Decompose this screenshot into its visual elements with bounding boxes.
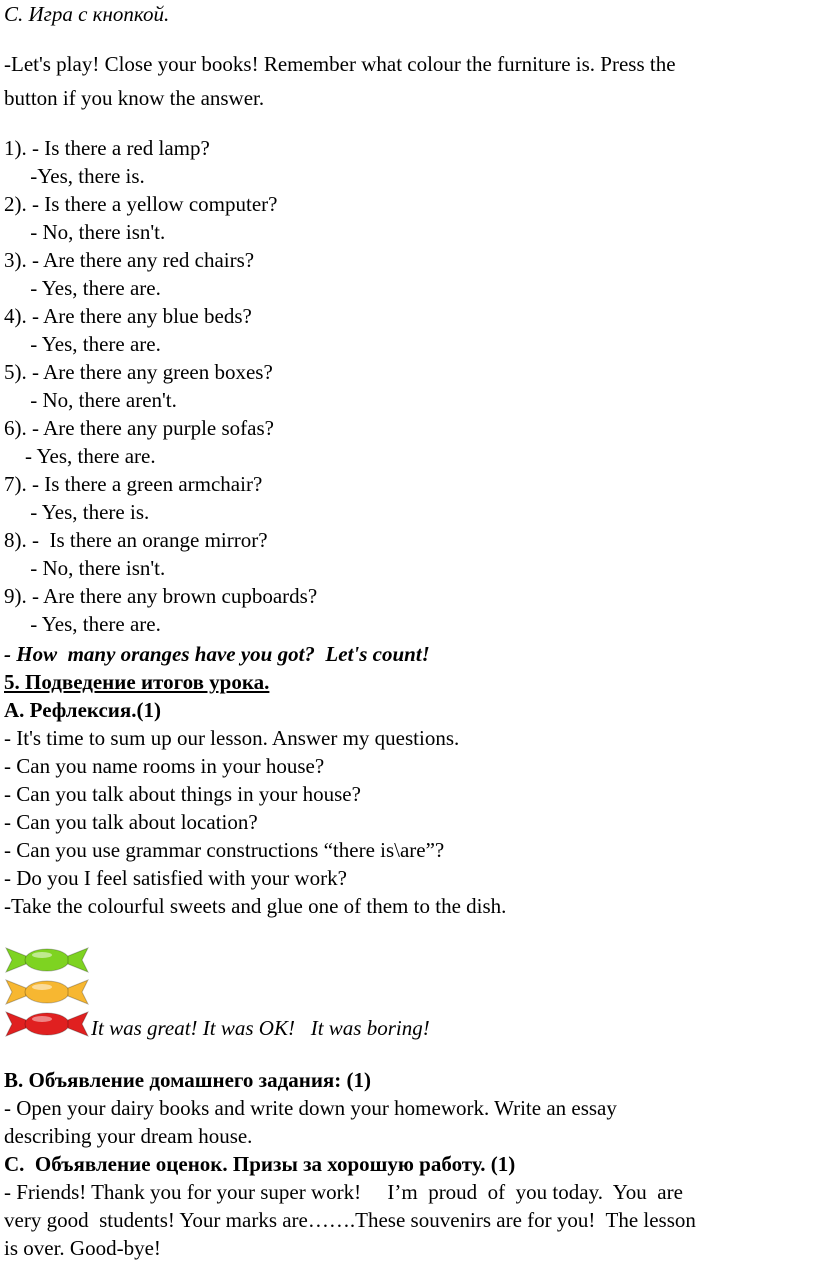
candy-wrapper-right	[68, 1012, 88, 1036]
answer-1: -Yes, there is.	[4, 164, 145, 188]
candy-body	[25, 981, 69, 1003]
answer-4: - Yes, there are.	[4, 332, 161, 356]
candy-wrapper-right	[68, 980, 88, 1004]
answer-2: - No, there isn't.	[4, 220, 166, 244]
marks-line-2: very good students! Your marks are…….These souvenirs are for you! The lesson	[4, 1208, 696, 1232]
question-3: 3). - Are there any red chairs?	[4, 248, 255, 272]
question-2: 2). - Is there a yellow computer?	[4, 192, 278, 216]
answer-9: - Yes, there are.	[4, 612, 161, 636]
reflection-line-4: - Can you talk about location?	[4, 810, 258, 834]
answer-7: - Yes, there is.	[4, 500, 150, 524]
reflection-line-5: - Can you use grammar constructions “there is\are”?	[4, 838, 445, 862]
question-9: 9). - Are there any brown cupboards?	[4, 584, 318, 608]
reflection-line-7: -Take the colourful sweets and glue one of them to the dish.	[4, 894, 507, 918]
section-heading-c: С. Игра с кнопкой.	[4, 2, 170, 26]
question-6: 6). - Are there any purple sofas?	[4, 416, 274, 440]
candy-body	[25, 949, 69, 971]
answer-6: - Yes, there are.	[4, 444, 156, 468]
candy-wrapper-right	[68, 948, 88, 972]
answer-3: - Yes, there are.	[4, 276, 161, 300]
candy-body	[25, 1013, 69, 1035]
intro-line-1: -Let's play! Close your books! Remember what colour the furniture is. Press the	[4, 52, 676, 76]
sweets-caption: It was great! It was OK! It was boring!	[91, 1016, 430, 1040]
intro-line-2: button if you know the answer.	[4, 86, 265, 110]
marks-line-1: - Friends! Thank you for your super work! I’m proud of you today. You are	[4, 1180, 683, 1204]
marks-title: С. Объявление оценок. Призы за хорошую работу. (1)	[4, 1152, 516, 1176]
candy-wrapper-left	[6, 1012, 26, 1036]
homework-title: В. Объявление домашнего задания: (1)	[4, 1068, 372, 1092]
answer-8: - No, there isn't.	[4, 556, 166, 580]
answer-5: - No, there aren't.	[4, 388, 177, 412]
question-8: 8). - Is there an orange mirror?	[4, 528, 268, 552]
homework-line-1: - Open your dairy books and write down your homework. Write an essay	[4, 1096, 617, 1120]
orange-candy-icon	[4, 976, 90, 1008]
question-7: 7). - Is there a green armchair?	[4, 472, 263, 496]
candy-wrapper-left	[6, 948, 26, 972]
green-candy-icon	[4, 944, 90, 976]
reflection-line-1: - It's time to sum up our lesson. Answer my questions.	[4, 726, 460, 750]
question-1: 1). - Is there a red lamp?	[4, 136, 210, 160]
marks-line-3: is over. Good-bye!	[4, 1236, 161, 1260]
red-candy-icon	[4, 1008, 90, 1040]
count-oranges-line: - How many oranges have you got? Let's count!	[4, 642, 430, 666]
question-5: 5). - Are there any green boxes?	[4, 360, 273, 384]
reflection-title: А. Рефлексия.(1)	[4, 698, 161, 722]
reflection-line-2: - Can you name rooms in your house?	[4, 754, 325, 778]
reflection-line-6: - Do you I feel satisfied with your work?	[4, 866, 347, 890]
reflection-line-3: - Can you talk about things in your house?	[4, 782, 361, 806]
section-5-heading: 5. Подведение итогов урока.	[4, 670, 270, 694]
question-4: 4). - Are there any blue beds?	[4, 304, 252, 328]
candy-wrapper-left	[6, 980, 26, 1004]
homework-line-2: describing your dream house.	[4, 1124, 253, 1148]
